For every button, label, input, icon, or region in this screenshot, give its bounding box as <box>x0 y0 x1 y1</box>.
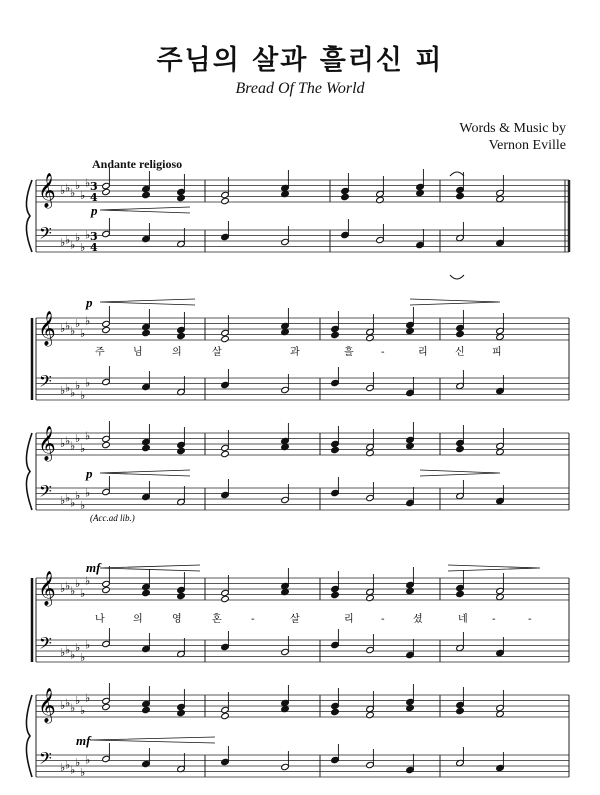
note-head <box>366 334 375 341</box>
lyric-syllable: 흘 <box>344 347 354 358</box>
crescendo-hairpin <box>100 470 190 476</box>
dynamic-mf-5: mf <box>76 733 91 748</box>
note-head <box>102 703 111 710</box>
bass-clef-icon: 𝄢 <box>39 748 52 772</box>
flat-icon: ♭ <box>75 432 81 445</box>
treble-clef-icon: 𝄞 <box>38 571 56 606</box>
flat-icon: ♭ <box>65 696 71 710</box>
flat-icon: ♭ <box>85 228 91 242</box>
lyric-syllable: 나 <box>95 614 105 625</box>
lyric-syllable: 영 <box>172 614 182 625</box>
flat-icon: ♭ <box>65 434 71 448</box>
note-head <box>177 709 186 716</box>
note-head <box>221 595 230 602</box>
bass-clef-icon: 𝄢 <box>39 371 52 395</box>
note-head <box>456 590 465 597</box>
lyric-syllable: 의 <box>172 347 182 358</box>
flat-icon: ♭ <box>70 439 76 453</box>
acc-ad-lib: (Acc.ad lib.) <box>90 513 135 523</box>
flat-icon: ♭ <box>70 701 76 715</box>
lyrics-line-2 <box>95 612 532 625</box>
flat-icon: ♭ <box>85 429 91 443</box>
note-head <box>221 712 230 719</box>
crescendo-hairpin <box>100 299 195 305</box>
flat-icon: ♭ <box>60 184 66 197</box>
note-head <box>221 450 230 457</box>
flat-icon: ♭ <box>65 579 71 593</box>
lyric-syllable: 살 <box>290 614 300 625</box>
flat-icon: ♭ <box>75 694 81 707</box>
flat-icon: ♭ <box>75 756 81 769</box>
flat-icon: ♭ <box>75 379 81 392</box>
flat-icon: ♭ <box>60 582 66 595</box>
dynamic-p-3: p <box>86 466 93 481</box>
flat-icon: ♭ <box>80 389 86 402</box>
flat-icon: ♭ <box>75 179 81 192</box>
decrescendo-hairpin <box>448 565 540 571</box>
flat-icon: ♭ <box>70 584 76 598</box>
bass-clef-icon: 𝄢 <box>39 633 52 657</box>
brace-icon <box>26 433 32 510</box>
song-subtitle: Bread Of The World <box>235 80 365 97</box>
flat-icon: ♭ <box>85 376 91 390</box>
lyrics-line-1 <box>95 345 502 358</box>
note-head <box>102 441 111 448</box>
note-head <box>177 332 186 339</box>
note-head <box>416 189 425 196</box>
flat-icon: ♭ <box>60 437 66 450</box>
flat-icon: ♭ <box>60 384 66 397</box>
note-head <box>456 707 465 714</box>
flat-icon: ♭ <box>80 704 86 717</box>
flat-icon: ♭ <box>70 324 76 338</box>
flat-icon: ♭ <box>75 231 81 244</box>
bass-clef-icon: 𝄢 <box>39 223 52 247</box>
lyric-syllable: 님 <box>133 347 143 358</box>
lyric-syllable: 주 <box>95 347 105 358</box>
note-head <box>376 196 385 203</box>
lyric-syllable: - <box>528 614 532 625</box>
flat-icon: ♭ <box>60 761 66 774</box>
note-head <box>142 191 151 198</box>
flat-icon: ♭ <box>60 322 66 335</box>
flat-icon: ♭ <box>80 241 86 254</box>
note-head <box>102 326 111 333</box>
flat-icon: ♭ <box>85 638 91 652</box>
flat-icon: ♭ <box>85 691 91 705</box>
song-title: 주님의 살과 흘리신 피 <box>156 45 444 76</box>
note-head <box>142 444 151 451</box>
note-head <box>177 447 186 454</box>
flat-icon: ♭ <box>85 486 91 500</box>
score-marks <box>26 168 540 779</box>
flat-icon: ♭ <box>75 641 81 654</box>
note-head <box>331 708 340 715</box>
flat-icon: ♭ <box>85 574 91 588</box>
flat-icon: ♭ <box>65 491 71 505</box>
note-head <box>331 446 340 453</box>
crescendo-hairpin <box>100 207 190 213</box>
lyric-syllable: 네 <box>458 614 468 625</box>
flat-icon: ♭ <box>70 386 76 400</box>
note-head <box>102 188 111 195</box>
note-head <box>456 330 465 337</box>
flat-icon: ♭ <box>60 646 66 659</box>
note-head <box>341 193 350 200</box>
note-head <box>221 197 230 204</box>
note-head <box>366 449 375 456</box>
flat-icon: ♭ <box>80 442 86 455</box>
lyric-syllable: 살 <box>212 347 222 358</box>
treble-clef-icon: 𝄞 <box>38 688 56 723</box>
brace-icon <box>26 180 32 252</box>
note-head <box>177 592 186 599</box>
flat-icon: ♭ <box>80 499 86 512</box>
note-head <box>142 589 151 596</box>
flat-icon: ♭ <box>60 494 66 507</box>
note-head <box>142 706 151 713</box>
flat-icon: ♭ <box>70 496 76 510</box>
flat-icon: ♭ <box>65 181 71 195</box>
flat-icon: ♭ <box>70 648 76 662</box>
flat-icon: ♭ <box>80 189 86 202</box>
lyric-syllable: 셨 <box>413 614 423 625</box>
note-head <box>331 591 340 598</box>
note-head <box>366 711 375 718</box>
dynamic-p-2: p <box>86 295 93 310</box>
time-signature: 4 <box>90 191 98 204</box>
note-head <box>406 442 415 449</box>
note-head <box>331 331 340 338</box>
dynamic-p-1: p <box>91 203 98 218</box>
note-head <box>456 192 465 199</box>
credit-words-music: Words & Music by <box>459 121 566 136</box>
flat-icon: ♭ <box>65 643 71 657</box>
note-head <box>406 587 415 594</box>
lyric-syllable: - <box>251 614 255 625</box>
flat-icon: ♭ <box>80 766 86 779</box>
fermata-icon <box>450 275 464 279</box>
flat-icon: ♭ <box>70 763 76 777</box>
dynamic-mf-4: mf <box>86 560 101 575</box>
note-head <box>177 194 186 201</box>
credit-composer: Vernon Eville <box>488 138 566 153</box>
decrescendo-hairpin <box>420 470 500 476</box>
time-signature: 4 <box>90 241 98 254</box>
flat-icon: ♭ <box>70 238 76 252</box>
lyric-syllable: 리 <box>344 614 354 625</box>
lyric-syllable: 리 <box>418 347 428 358</box>
note-head <box>142 329 151 336</box>
note-head <box>456 445 465 452</box>
lyric-syllable: - <box>381 614 385 625</box>
note-head <box>406 327 415 334</box>
flat-icon: ♭ <box>85 753 91 767</box>
flat-icon: ♭ <box>75 317 81 330</box>
flat-icon: ♭ <box>80 327 86 340</box>
treble-clef-icon: 𝄞 <box>38 311 56 346</box>
flat-icon: ♭ <box>65 381 71 395</box>
staff-lines <box>36 180 569 777</box>
lyric-syllable: - <box>492 614 496 625</box>
lyric-syllable: 혼 <box>212 614 222 625</box>
flat-icon: ♭ <box>80 587 86 600</box>
fermata-icon <box>450 172 464 176</box>
brace-icon <box>26 695 32 777</box>
crescendo-hairpin <box>100 565 200 571</box>
time-signature: 3 <box>90 230 98 243</box>
flat-icon: ♭ <box>70 186 76 200</box>
crescendo-hairpin <box>90 737 215 743</box>
tempo-marking: Andante religioso <box>92 157 183 171</box>
flat-icon: ♭ <box>75 489 81 502</box>
note-head <box>406 704 415 711</box>
flat-icon: ♭ <box>60 699 66 712</box>
note-head <box>102 586 111 593</box>
note-head <box>221 335 230 342</box>
lyric-syllable: 신 <box>455 347 465 358</box>
flat-icon: ♭ <box>85 176 91 190</box>
bass-clef-icon: 𝄢 <box>39 481 52 505</box>
note-head <box>366 594 375 601</box>
flat-icon: ♭ <box>65 319 71 333</box>
lyric-syllable: 피 <box>492 347 502 358</box>
treble-clef-icon: 𝄞 <box>38 426 56 461</box>
lyric-syllable: - <box>381 347 385 358</box>
flat-icon: ♭ <box>80 651 86 664</box>
lyric-syllable: 과 <box>290 347 300 358</box>
flat-icon: ♭ <box>65 233 71 247</box>
flat-icon: ♭ <box>85 314 91 328</box>
time-signature: 3 <box>90 180 98 193</box>
flat-icon: ♭ <box>60 236 66 249</box>
flat-icon: ♭ <box>65 758 71 772</box>
flat-icon: ♭ <box>75 577 81 590</box>
lyric-syllable: 의 <box>133 614 143 625</box>
decrescendo-hairpin <box>410 299 500 305</box>
treble-clef-icon: 𝄞 <box>38 173 56 208</box>
